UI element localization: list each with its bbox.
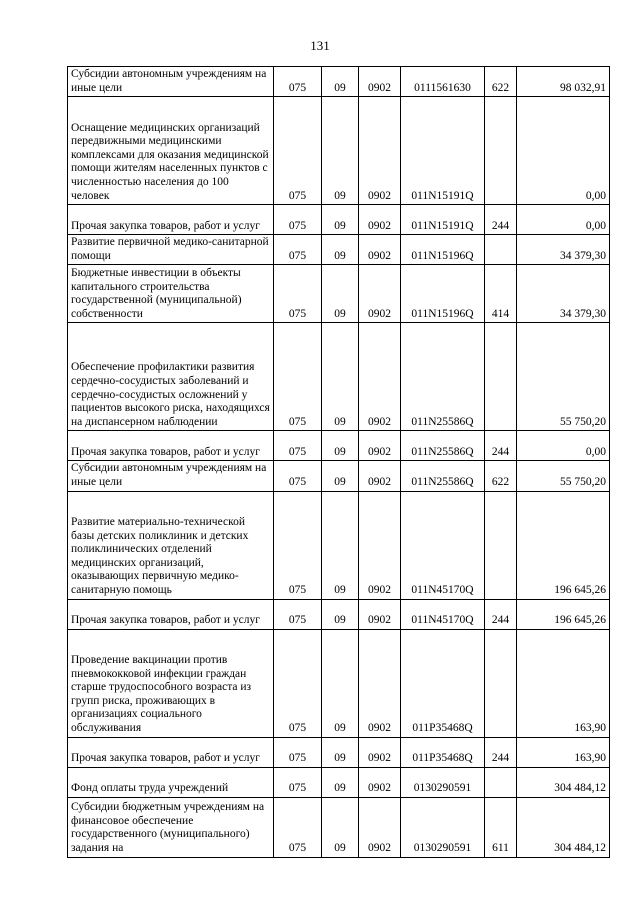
row-gr-cell: 075 [274,599,322,629]
page-number: 131 [310,38,330,53]
row-gr-cell: 075 [274,461,322,491]
row-name-cell: Фонд оплаты труда учреждений [68,767,274,797]
table-row [68,797,610,857]
row-pr-cell: 0902 [359,767,401,797]
row-csr-cell: 011P35468Q [401,737,485,767]
row-name-cell: Проведение вакцинации против пневмококковой инфекции граждан старше трудоспособного возраста из групп риска, проживающих в организациях социального обслуживания [68,629,274,737]
row-sum-cell: 34 379,30 [517,235,610,265]
row-name-cell: Субсидии автономным учреждениям на иные цели [68,461,274,491]
row-csr-cell: 0130290591 [401,767,485,797]
row-sum-cell: 304 484,12 [517,797,610,857]
row-pr-cell: 0902 [359,491,401,599]
row-name-cell: Прочая закупка товаров, работ и услуг [68,599,274,629]
row-gr-cell: 075 [274,235,322,265]
table-row [68,491,610,599]
row-sum-cell: 0,00 [517,205,610,235]
row-gr-cell: 075 [274,323,322,431]
row-gr-cell: 075 [274,205,322,235]
row-vr-cell: 611 [485,797,517,857]
row-csr-cell: 0111561630 [401,67,485,97]
row-vr-cell: 414 [485,265,517,323]
table-row [68,431,610,461]
row-csr-cell: 011N25586Q [401,431,485,461]
row-sum-cell: 196 645,26 [517,599,610,629]
row-pr-cell: 0902 [359,323,401,431]
row-vr-cell: 622 [485,67,517,97]
row-rz-cell: 09 [322,491,359,599]
row-pr-cell: 0902 [359,235,401,265]
row-pr-cell: 0902 [359,431,401,461]
row-gr-cell: 075 [274,431,322,461]
row-sum-cell: 304 484,12 [517,767,610,797]
row-csr-cell: 011N25586Q [401,461,485,491]
row-sum-cell: 55 750,20 [517,461,610,491]
row-pr-cell: 0902 [359,265,401,323]
row-csr-cell: 011P35468Q [401,629,485,737]
table-row [68,97,610,205]
table-row [68,461,610,491]
table-row [68,205,610,235]
row-csr-cell: 011N15196Q [401,235,485,265]
row-sum-cell: 163,90 [517,629,610,737]
row-pr-cell: 0902 [359,599,401,629]
row-rz-cell: 09 [322,67,359,97]
table-row [68,599,610,629]
row-name-cell: Прочая закупка товаров, работ и услуг [68,431,274,461]
row-rz-cell: 09 [322,97,359,205]
row-pr-cell: 0902 [359,629,401,737]
row-vr-cell [485,235,517,265]
row-pr-cell: 0902 [359,67,401,97]
row-rz-cell: 09 [322,797,359,857]
budget-rows [68,67,610,858]
row-name-cell: Прочая закупка товаров, работ и услуг [68,737,274,767]
row-name-cell: Оснащение медицинских организаций передвижными медицинскими комплексами для оказания медицинской помощи жителям населенных пунктов с численностью населения до 100 человек [68,97,274,205]
row-gr-cell: 075 [274,265,322,323]
row-gr-cell: 075 [274,737,322,767]
row-rz-cell: 09 [322,205,359,235]
table-row [68,265,610,323]
row-vr-cell [485,629,517,737]
row-pr-cell: 0902 [359,97,401,205]
row-rz-cell: 09 [322,767,359,797]
row-csr-cell: 011N15191Q [401,205,485,235]
row-gr-cell: 075 [274,67,322,97]
row-vr-cell [485,767,517,797]
row-gr-cell: 075 [274,97,322,205]
row-csr-cell: 011N15191Q [401,97,485,205]
row-rz-cell: 09 [322,629,359,737]
table-row [68,323,610,431]
row-pr-cell: 0902 [359,797,401,857]
row-csr-cell: 011N25586Q [401,323,485,431]
row-sum-cell: 55 750,20 [517,323,610,431]
row-csr-cell: 0130290591 [401,797,485,857]
row-sum-cell: 34 379,30 [517,265,610,323]
table-row [68,629,610,737]
row-rz-cell: 09 [322,737,359,767]
row-vr-cell: 244 [485,205,517,235]
row-csr-cell: 011N45170Q [401,491,485,599]
row-sum-cell: 196 645,26 [517,491,610,599]
table-row [68,67,610,97]
row-rz-cell: 09 [322,599,359,629]
row-sum-cell: 98 032,91 [517,67,610,97]
table-row [68,767,610,797]
row-name-cell: Развитие материально-технической базы детских поликлиник и детских поликлинических отделений медицинских организаций, оказывающих первичную медико-санитарную помощь [68,491,274,599]
row-rz-cell: 09 [322,431,359,461]
row-rz-cell: 09 [322,265,359,323]
table-row [68,235,610,265]
row-csr-cell: 011N15196Q [401,265,485,323]
row-vr-cell: 244 [485,599,517,629]
row-name-cell: Бюджетные инвестиции в объекты капитального строительства государственной (муниципальной) собственности [68,265,274,323]
row-name-cell: Развитие первичной медико-санитарной помощи [68,235,274,265]
row-vr-cell [485,323,517,431]
row-gr-cell: 075 [274,797,322,857]
row-sum-cell: 0,00 [517,431,610,461]
row-pr-cell: 0902 [359,737,401,767]
row-vr-cell [485,491,517,599]
row-vr-cell: 244 [485,431,517,461]
row-rz-cell: 09 [322,461,359,491]
row-vr-cell: 622 [485,461,517,491]
row-gr-cell: 075 [274,767,322,797]
table-row [68,737,610,767]
row-vr-cell: 244 [485,737,517,767]
row-gr-cell: 075 [274,629,322,737]
budget-table [67,66,610,858]
row-vr-cell [485,97,517,205]
row-pr-cell: 0902 [359,461,401,491]
row-csr-cell: 011N45170Q [401,599,485,629]
row-rz-cell: 09 [322,235,359,265]
row-name-cell: Субсидии автономным учреждениям на иные цели [68,67,274,97]
row-rz-cell: 09 [322,323,359,431]
row-sum-cell: 163,90 [517,737,610,767]
row-pr-cell: 0902 [359,205,401,235]
row-name-cell: Субсидии бюджетным учреждениям на финансовое обеспечение государственного (муниципального) задания на [68,797,274,857]
row-name-cell: Прочая закупка товаров, работ и услуг [68,205,274,235]
row-name-cell: Обеспечение профилактики развития сердечно-сосудистых заболеваний и сердечно-сосудистых осложнений у пациентов высокого риска, находящихся на диспансерном наблюдении [68,323,274,431]
row-sum-cell: 0,00 [517,97,610,205]
row-gr-cell: 075 [274,491,322,599]
